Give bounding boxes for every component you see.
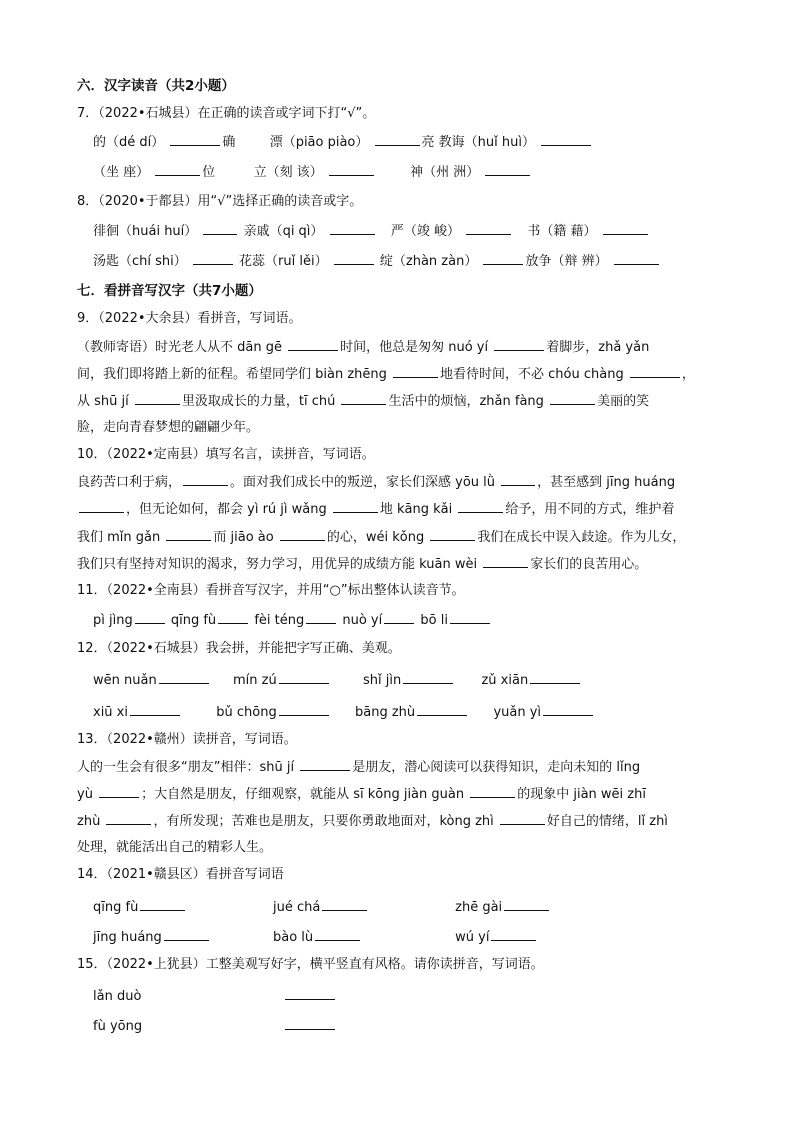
answer-blank[interactable] [500, 812, 545, 825]
q13-line-3: zhù ，有所发现；苦难也是朋友，只要你勇敢地面对，kòng zhì 好自己的情绪，lǐ zhì [77, 814, 668, 829]
answer-blank[interactable] [384, 611, 414, 624]
q13-line-1: 人的一生会有很多“朋友”相伴：shū jí 是朋友，潜心阅读可以获得知识，走向未知的 lǐng [77, 760, 641, 775]
section-6-title: 六．汉字读音（共2小题） [77, 78, 235, 94]
answer-blank[interactable] [334, 252, 374, 265]
answer-blank[interactable] [322, 898, 367, 911]
answer-blank[interactable] [530, 671, 580, 684]
answer-blank[interactable] [603, 222, 648, 235]
q10-title: 10．（2022•定南县）填写名言，读拼音，写词语。 [77, 447, 375, 462]
q10-line-2: ，但无论如何，都会 yì rú jì wǎng 地 kāng kǎi 给予，用不同的方式，维护着 [77, 500, 674, 519]
answer-blank[interactable] [203, 222, 237, 235]
answer-blank[interactable] [130, 703, 180, 716]
q8-row-2: 汤匙（chí shi） 花蕊（ruǐ lěi） 绽（zhàn zàn） 放争（辩 辨） [93, 252, 661, 271]
q11-row: pì jìng qīng fù fèi téng nuò yí bō li [93, 611, 492, 630]
answer-blank[interactable] [333, 500, 378, 513]
answer-blank[interactable] [166, 528, 211, 541]
answer-blank[interactable] [470, 785, 515, 798]
answer-blank[interactable] [280, 528, 325, 541]
answer-blank[interactable] [279, 671, 329, 684]
answer-blank[interactable] [315, 928, 360, 941]
answer-blank[interactable] [170, 133, 220, 146]
answer-blank[interactable] [485, 163, 530, 176]
q9-line-4: 脸，走向青春梦想的翩翩少年。 [77, 420, 260, 435]
answer-blank[interactable] [501, 473, 535, 486]
q8-row-1: 徘徊（huái huí） 亲戚（qi qì） 严（竣 峻） 书（籍 藉） [93, 222, 650, 241]
answer-blank[interactable] [403, 671, 453, 684]
answer-blank[interactable] [630, 365, 680, 378]
answer-blank[interactable] [466, 222, 511, 235]
answer-blank[interactable] [285, 987, 335, 1000]
answer-blank[interactable] [155, 163, 200, 176]
answer-blank[interactable] [504, 898, 549, 911]
answer-blank[interactable] [450, 611, 490, 624]
q7-title: 7．（2022•石城县）在正确的读音或字词下打“√”。 [77, 106, 376, 121]
q15-row-2: fù yōng [93, 1017, 337, 1036]
answer-blank[interactable] [164, 928, 209, 941]
q7-row-1: 的（dé dí） 确 漂（piāo piào） 亮 教诲（huǐ huì） [93, 133, 593, 152]
q12-row-2: xiū xi bǔ chōng bāng zhù yuǎn yì [93, 703, 595, 722]
answer-blank[interactable] [306, 611, 336, 624]
section-7-title: 七．看拼音写汉字（共7小题） [77, 283, 262, 299]
q14-title: 14．（2021•赣县区）看拼音写词语 [77, 867, 284, 882]
q7-row-2: （坐 座） 位 立（刻 该） 神（州 洲） [93, 163, 532, 182]
q15-title: 15．（2022•上犹县）工整美观写好字，横平竖直有风格。请你读拼音，写词语。 [77, 957, 544, 972]
answer-blank[interactable] [99, 785, 139, 798]
answer-blank[interactable] [430, 528, 475, 541]
answer-blank[interactable] [285, 1017, 335, 1030]
answer-blank[interactable] [458, 500, 503, 513]
answer-blank[interactable] [417, 703, 467, 716]
answer-blank[interactable] [140, 898, 185, 911]
q12-row-1: wēn nuǎn mín zú shǐ jìn zǔ xiān [93, 671, 582, 690]
answer-blank[interactable] [183, 473, 228, 486]
q13-title: 13．（2022•赣州）读拼音，写词语。 [77, 732, 297, 747]
answer-blank[interactable] [541, 133, 591, 146]
q9-line-1: （教师寄语）时光老人从不 dān gē 时间，他总是匆匆 nuó yí 着脚步，zhǎ yǎn [77, 340, 650, 355]
answer-blank[interactable] [483, 555, 528, 568]
answer-blank[interactable] [393, 365, 438, 378]
q13-line-4: 处理，就能活出自己的精彩人生。 [77, 840, 273, 855]
answer-blank[interactable] [491, 928, 536, 941]
answer-blank[interactable] [135, 611, 165, 624]
answer-blank[interactable] [79, 500, 124, 513]
answer-blank[interactable] [341, 392, 386, 405]
answer-blank[interactable] [193, 252, 233, 265]
answer-blank[interactable] [543, 703, 593, 716]
q10-line-3: 我们 mǐn gǎn 而 jiāo ào 的心，wéi kǒng 我们在成长中误入歧途。作为儿女， [77, 530, 686, 545]
answer-blank[interactable] [106, 812, 151, 825]
q14-row-1: qīng fù jué chá zhē gài [93, 898, 551, 917]
answer-blank[interactable] [494, 338, 544, 351]
answer-blank[interactable] [218, 611, 248, 624]
q8-title: 8．（2020•于都县）用“√”选择正确的读音或字。 [77, 194, 363, 209]
answer-blank[interactable] [614, 252, 659, 265]
answer-blank[interactable] [288, 338, 338, 351]
answer-blank[interactable] [483, 252, 523, 265]
q9-line-3: 从 shū jí 里汲取成长的力量，tī chú 生活中的烦恼，zhǎn fàng 美丽的笑 [77, 394, 650, 409]
q14-row-2: jīng huáng bào lù wú yí [93, 928, 538, 947]
q15-row-1: lǎn duò [93, 987, 337, 1006]
answer-blank[interactable] [329, 163, 374, 176]
answer-blank[interactable] [279, 703, 329, 716]
q10-line-4: 我们只有坚持对知识的渴求，努力学习，用优异的成绩方能 kuān wèi 家长们的良苦用心。 [77, 557, 648, 572]
answer-blank[interactable] [375, 133, 420, 146]
q9-line-2: 间，我们即将踏上新的征程。希望同学们 biàn zhēng 地看待时间，不必 chóu chàng ， [77, 367, 695, 382]
q10-line-1: 良药苦口利于病， 。面对我们成长中的叛逆，家长们深感 yōu lǜ ，甚至感到 jīng huáng [77, 475, 676, 490]
answer-blank[interactable] [300, 758, 350, 771]
answer-blank[interactable] [135, 392, 180, 405]
answer-blank[interactable] [330, 222, 375, 235]
q9-title: 9．（2022•大余县）看拼音，写词语。 [77, 311, 302, 326]
q11-title: 11．（2022•全南县）看拼音写汉字，并用“○”标出整体认读音节。 [77, 583, 465, 598]
answer-blank[interactable] [159, 671, 209, 684]
q12-title: 12．（2022•石城县）我会拼，并能把字写正确、美观。 [77, 641, 401, 656]
q13-line-2: yù ；大自然是朋友，仔细观察，就能从 sī kōng jiàn guàn 的现象中 jiàn wēi zhī [77, 787, 646, 802]
answer-blank[interactable] [550, 392, 595, 405]
